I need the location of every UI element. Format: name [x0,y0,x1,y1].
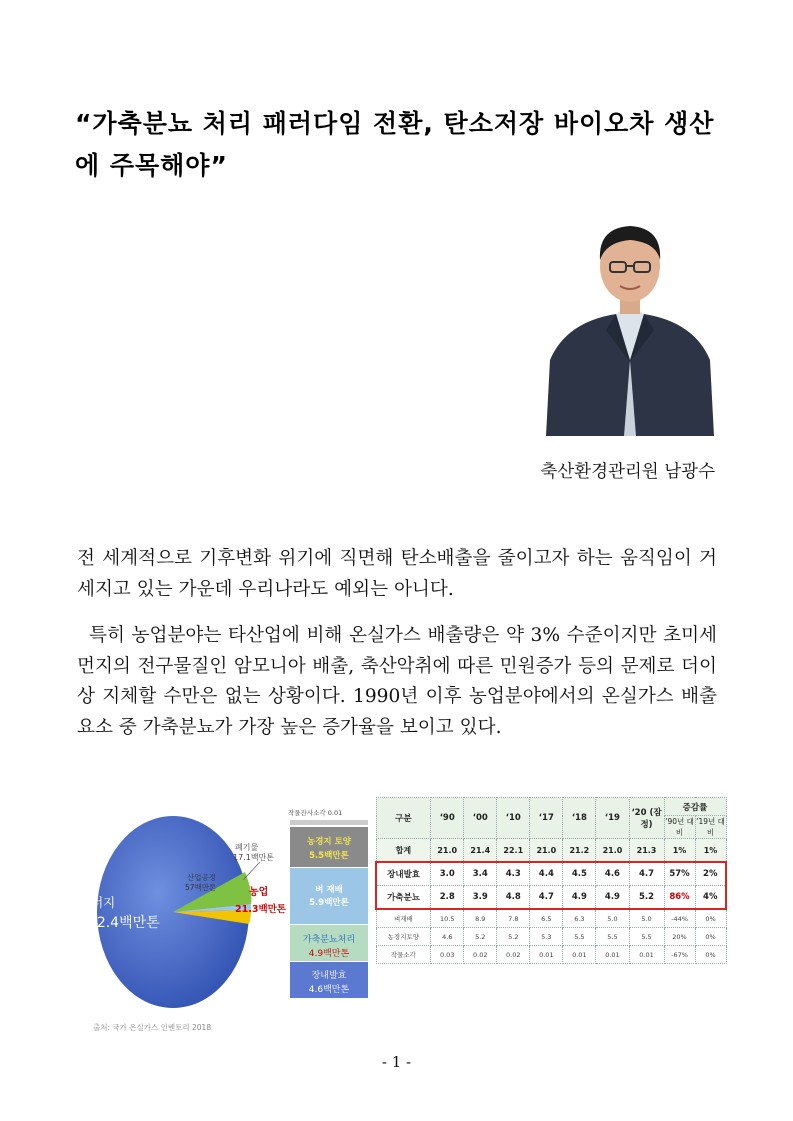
table-cell: 0.01 [563,946,596,964]
table-row [376,839,726,863]
emission-table [375,797,727,964]
table-cell: 0% [695,928,726,946]
table-cell: 4.9 [563,886,596,910]
paragraph: 전 세계적으로 기후변화 위기에 직면해 탄소배출을 줄이고자 하는 움직임이 거세지고 있는 가운데 우리나라도 예외는 아니다. [77,548,717,600]
table-cell: 4.6 [431,928,464,946]
table-cell: 5.2 [464,928,497,946]
table-cell: 0.03 [431,946,464,964]
stack-soil-value: 5.5백만톤 [309,851,349,861]
pie-agri-label: 농업 [249,887,269,898]
pie-waste-label: 폐기물 [235,843,259,852]
pie-industry-label: 산업공정 [187,873,216,882]
table-cell: 4.3 [497,862,530,886]
pie-energy-value: 632.4백만톤 [79,915,160,931]
table-cell: 4.8 [497,886,530,910]
byline: 축산환경관리원 남광수 [540,462,715,482]
table-header: 증감률 [664,798,726,816]
table-cell: 5.2 [629,886,664,910]
table-cell: 4.6 [596,862,629,886]
agri-stack-figure [286,800,374,1000]
table-cell: 5.0 [629,909,664,928]
stack-seg-rice [290,868,368,924]
stack-seg-soil [290,827,368,867]
table-cell: 5.2 [497,928,530,946]
table-cell: 장내발효 [376,862,431,886]
table-cell: 작물소각 [376,946,431,964]
table-cell: 0.01 [629,946,664,964]
table-cell: 3.4 [464,862,497,886]
table-cell: 4.9 [596,886,629,910]
table-cell: 0.01 [530,946,563,964]
table-cell: 농경지토양 [376,928,431,946]
stack-manure-name: 가축분뇨처리 [302,935,356,945]
table-cell: 0.02 [464,946,497,964]
emission-pie-figure [79,800,290,1035]
table-header: ‘18 [563,798,596,839]
table-cell: 합계 [376,839,431,863]
stack-manure-value: 4.9백만톤 [308,949,350,959]
paragraph: 특히 농업분야는 타산업에 비해 온실가스 배출량은 약 3% 수준이지만 초미세먼지의 전구물질인 암모니아 배출, 축산악취에 따른 민원증가 등의 문제로 더이상 지체할 수만은 없는 상황이다. 1990년 이후 농업분야에서의 온실가스 배출요소 중 가축분뇨가 가장 높은 증가율을 보이고 있다. [77,625,717,738]
table-cell: 1% [695,839,726,863]
pie-industry-value: 57백만톤 [185,883,217,892]
table-row [376,928,726,946]
table-header: ‘00 [464,798,497,839]
table-subheader: ‘19년 대비 [696,817,725,837]
pie-energy-label: 에너지 [79,895,116,910]
table-cell: 0% [695,946,726,964]
stack-enteric-value: 4.6백만톤 [308,985,350,995]
table-cell: 4% [695,886,726,910]
stack-top-label: 작물잔사소각 0.01 [288,809,343,817]
table-cell: -44% [664,909,695,928]
table-cell: 2% [695,862,726,886]
table-cell: 5.0 [596,909,629,928]
table-cell: 20% [664,928,695,946]
table-cell: 4.7 [629,862,664,886]
article-title: “가축분뇨 처리 패러다임 전환, 탄소저장 바이오차 생산에 주목해야” [75,109,715,180]
table-cell: 86% [664,886,695,910]
table-row [376,946,726,964]
table-cell: 0.01 [596,946,629,964]
table-header: ‘90 [431,798,464,839]
table-row [376,886,726,910]
stack-enteric-name: 장내발효 [311,971,347,981]
pie-agri-value: 21.3백만톤 [235,904,286,915]
table-cell: 3.9 [464,886,497,910]
table-cell: 4.7 [530,886,563,910]
table-cell: 22.1 [497,839,530,863]
author-photo [546,210,714,436]
table-cell: 벼재배 [376,909,431,928]
table-cell: 21.0 [596,839,629,863]
table-cell: 4.4 [530,862,563,886]
table-cell: 21.4 [464,839,497,863]
page-number: - 1 - [381,1053,412,1071]
table-cell: 6.3 [563,909,596,928]
stack-soil-name: 농경지 토양 [306,837,352,847]
table-header: ‘19 [596,798,629,839]
table-cell: 10.5 [431,909,464,928]
emission-table-wrap [375,797,727,995]
table-cell: 21.0 [530,839,563,863]
table-header: ‘20 (잠정) [629,798,664,839]
table-cell: 0% [695,909,726,928]
table-subheader: ‘90년 대비 [665,817,694,837]
table-row [376,862,726,886]
table-cell: 0.02 [497,946,530,964]
table-cell: -67% [664,946,695,964]
figure-source: 출처: 국가 온실가스 인벤토리 2018 [93,1023,212,1032]
table-header: 구분 [376,798,431,839]
table-cell: 5.5 [563,928,596,946]
table-cell: 가축분뇨 [376,886,431,910]
table-cell: 21.2 [563,839,596,863]
table-cell: 5.5 [596,928,629,946]
stack-rice-value: 5.9백만톤 [309,898,349,908]
table-cell: 8.9 [464,909,497,928]
table-cell: 4.5 [563,862,596,886]
table-cell: 3.0 [431,862,464,886]
table-header: ‘10 [497,798,530,839]
table-cell: 5.3 [530,928,563,946]
table-cell: 1% [664,839,695,863]
table-cell: 21.3 [629,839,664,863]
table-cell: 5.5 [629,928,664,946]
table-cell: 6.5 [530,909,563,928]
table-cell: 57% [664,862,695,886]
pie-waste-value: 17.1백만톤 [233,853,274,862]
table-cell: 7.8 [497,909,530,928]
table-row [376,909,726,928]
stack-rice-name: 벼 재배 [315,885,343,895]
table-header: ‘17 [530,798,563,839]
table-cell: 2.8 [431,886,464,910]
table-cell: 21.0 [431,839,464,863]
